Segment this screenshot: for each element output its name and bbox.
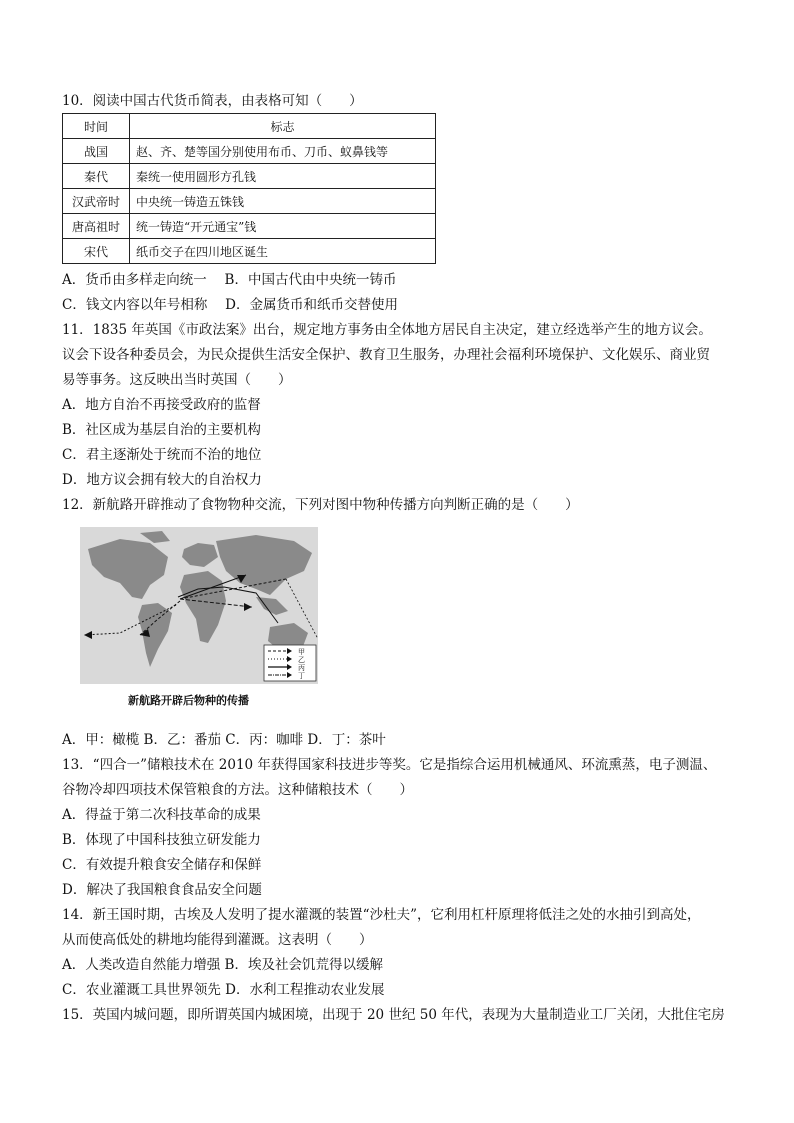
q11-stem-line1: 11．1835 年英国《市政法案》出台，规定地方事务由全体地方居民自主决定，建立经选举产生的地方议会。	[62, 322, 712, 338]
q14-options-ab: A．人类改造自然能力增强 B．埃及社会饥荒得以缓解	[62, 957, 383, 973]
table-cell-mark: 中央统一铸造五铢钱	[130, 189, 436, 214]
legend-label-bing: 丙	[298, 664, 305, 672]
q12-stem: 12．新航路开辟推动了食物物种交流，下列对图中物种传播方向判断正确的是（ ）	[62, 497, 579, 513]
table-cell-era: 宋代	[63, 239, 130, 264]
table-cell-mark: 纸币交子在四川地区诞生	[130, 239, 436, 264]
table-row	[63, 189, 436, 214]
table-cell-mark: 统一铸造“开元通宝”钱	[130, 214, 436, 239]
q10-stem: 10．阅读中国古代货币简表，由表格可知（ ）	[62, 93, 363, 109]
table-row	[63, 239, 436, 264]
q15-stem-line1: 15．英国内城问题，即所谓英国内城困境，出现于 20 世纪 50 年代，表现为大量制造业工厂关闭，大批住宅房	[62, 1007, 725, 1023]
q11-option-c: C．君主逐渐处于统而不治的地位	[62, 447, 262, 463]
legend-label-jia: 甲	[298, 648, 305, 656]
table-cell-era: 战国	[63, 139, 130, 164]
species-spread-map	[80, 527, 318, 684]
q13-option-c: C．有效提升粮食安全储存和保鲜	[62, 857, 262, 873]
table-row	[63, 164, 436, 189]
q11-option-d: D．地方议会拥有较大的自治权力	[62, 472, 262, 488]
q10-options-cd: C．钱文内容以年号相称 D．金属货币和纸币交替使用	[62, 297, 398, 313]
table-header-time: 时间	[63, 114, 130, 139]
q14-stem-line1: 14．新王国时期，古埃及人发明了提水灌溉的装置“沙杜夫”，它利用杠杆原理将低洼之处的水抽引到高处，	[62, 907, 701, 923]
table-cell-era: 汉武帝时	[63, 189, 130, 214]
table-header-row	[63, 114, 436, 139]
q13-option-b: B．体现了中国科技独立研发能力	[62, 832, 261, 848]
q11-stem-line3: 易等事务。这反映出当时英国（ ）	[62, 372, 292, 388]
currency-table	[62, 113, 436, 264]
map-caption: 新航路开辟后物种的传播	[128, 694, 249, 707]
table-header-mark: 标志	[130, 114, 436, 139]
q11-stem-line2: 议会下设各种委员会，为民众提供生活安全保护、教育卫生服务，办理社会福利环境保护、文化娱乐、商业贸	[62, 347, 710, 363]
q13-option-d: D．解决了我国粮食食品安全问题	[62, 882, 262, 898]
q11-option-b: B．社区成为基层自治的主要机构	[62, 422, 261, 438]
legend-label-yi: 乙	[298, 656, 305, 664]
table-row	[63, 139, 436, 164]
q13-option-a: A．得益于第二次科技革命的成果	[62, 807, 261, 823]
q13-stem-line1: 13．“四合一”储粮技术在 2010 年获得国家科技进步等奖。它是指综合运用机械通风、环流熏蒸，电子测温、	[62, 757, 717, 773]
q14-options-cd: C．农业灌溉工具世界领先 D．水利工程推动农业发展	[62, 982, 385, 998]
q13-stem-line2: 谷物冷却四项技术保管粮食的方法。这种储粮技术（ ）	[62, 782, 413, 798]
q14-stem-line2: 从而使高低处的耕地均能得到灌溉。这表明（ ）	[62, 932, 373, 948]
table-cell-mark: 赵、齐、楚等国分别使用布币、刀币、蚁鼻钱等	[130, 139, 436, 164]
table-cell-era: 秦代	[63, 164, 130, 189]
table-cell-mark: 秦统一使用圆形方孔钱	[130, 164, 436, 189]
legend-label-ding: 丁	[298, 672, 305, 680]
table-cell-era: 唐高祖时	[63, 214, 130, 239]
q11-option-a: A．地方自治不再接受政府的监督	[62, 397, 261, 413]
q10-options-ab: A．货币由多样走向统一 B．中国古代由中央统一铸币	[62, 272, 397, 288]
q12-options: A．甲：橄榄 B．乙：番茄 C．丙：咖啡 D．丁：茶叶	[62, 732, 386, 748]
table-row	[63, 214, 436, 239]
